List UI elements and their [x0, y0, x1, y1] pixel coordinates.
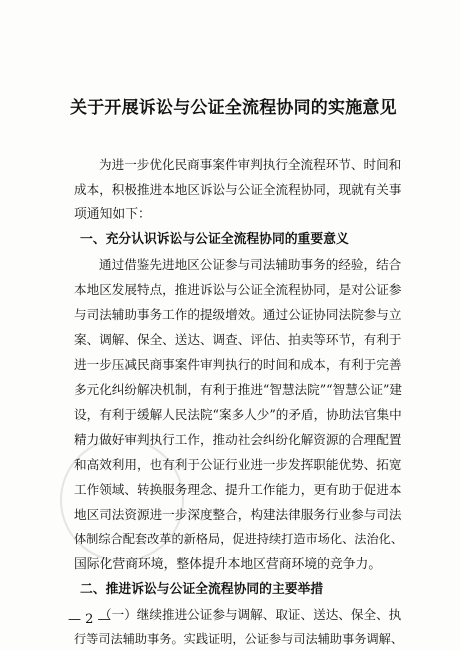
section-heading: 一、充分认识诉讼与公证全流程协同的重要意义 — [80, 232, 349, 247]
body-text-line: 案、调解、保全、送达、调查、评估、拍卖等环节，有利于 — [74, 332, 402, 347]
body-text-line: 进一步压减民商事案件审判执行的时间和成本，有利于完善 — [74, 357, 402, 372]
body-text-line: 行等司法辅助事务。实践证明，公证参与司法辅助事务调解、 — [74, 632, 404, 646]
body-text-line: 项通知如下： — [74, 207, 151, 222]
body-text-line: 本地区发展特点，推进诉讼与公证全流程协同，是对公证参 — [74, 282, 402, 297]
body-text-line: 地区司法资源进一步深度整合，构建法律服务行业参与司法 — [74, 507, 402, 522]
body-text-line: 为进一步优化民商事案件审判执行全流程环节、时间和 — [99, 157, 402, 172]
body-text-line: 设，有利于缓解人民法院“案多人少”的矛盾，协助法官集中 — [74, 407, 402, 422]
body-text-line: 国际化营商环境，整体提升本地区营商环境的竞争力。 — [74, 557, 382, 572]
body-text-line: 和高效利用，也有利于公证行业进一步发挥职能优势、拓宽 — [74, 457, 402, 472]
section-heading: 二、推进诉讼与公证全流程协同的主要举措 — [80, 582, 324, 597]
body-text-line: 工作领域、转换服务理念、提升工作能力，更有助于促进本 — [74, 482, 402, 497]
body-text-line: 与司法辅助事务工作的提级增效。通过公证协同法院参与立 — [74, 307, 402, 322]
body-text-line: 精力做好审判执行工作，推动社会纠纷化解资源的合理配置 — [74, 432, 402, 447]
body-text-line: 成本，积极推进本地区诉讼与公证全流程协同，现就有关事 — [74, 182, 402, 197]
body-text-line: 体制综合配套改革的新格局，促进持续打造市场化、法治化、 — [74, 532, 404, 546]
body-text-line: 多元化纠纷解决机制，有利于推进“智慧法院”“智慧公证”建 — [74, 382, 403, 397]
document-title: 关于开展诉讼与公证全流程协同的实施意见 — [70, 98, 397, 118]
document-body — [74, 152, 404, 652]
page-number: — 2 — — [68, 612, 111, 627]
body-text-line: （一）继续推进公证参与调解、取证、送达、保全、执 — [99, 607, 402, 622]
body-text-line: 通过借鉴先进地区公证参与司法辅助事务的经验，结合 — [99, 257, 402, 272]
